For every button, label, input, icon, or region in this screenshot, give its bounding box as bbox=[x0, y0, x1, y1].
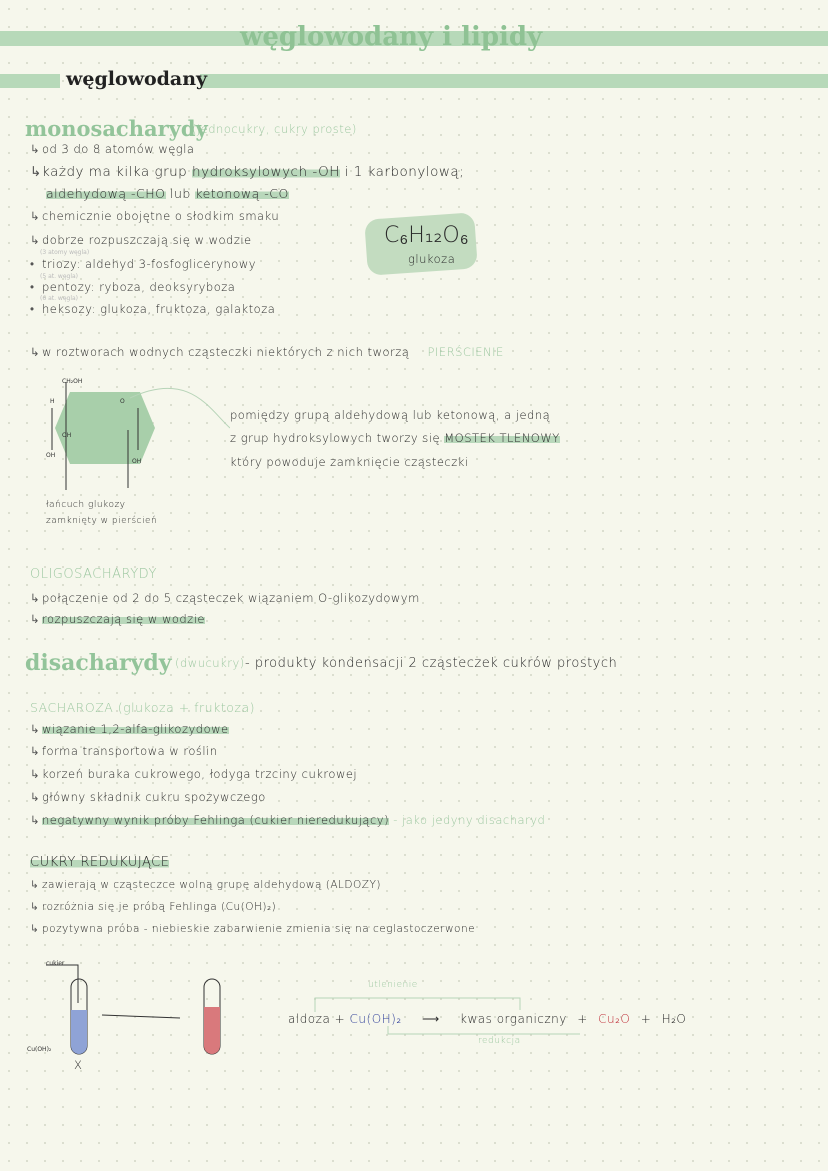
sacharose-heading: SACHAROZA (glukoza + fruktoza) bbox=[30, 700, 255, 715]
oligo-heading: OLIGOSACHARYDY bbox=[30, 567, 157, 582]
sach-line: negatywny wynik próby Fehlinga (cukier nieredukujący) bbox=[42, 813, 390, 827]
di-heading: disacharydy bbox=[25, 650, 172, 676]
mono-heading: monosacharydy bbox=[25, 116, 208, 141]
ring-intro: w roztworach wodnych cząsteczki niektórych z nich tworzą bbox=[42, 345, 410, 359]
mono-line: każdy ma kilka grup bbox=[42, 164, 188, 180]
ring-caption: łańcuch glukozy bbox=[46, 500, 126, 510]
mono-line: heksozy: glukoza, fruktoza, galaktoza bbox=[42, 302, 276, 316]
mono-line: od 3 do 8 atomów węgla bbox=[42, 142, 195, 156]
mono-line: aldehydową -CHO bbox=[46, 186, 166, 201]
ring-label: OH bbox=[62, 432, 72, 439]
ring-label: H bbox=[50, 398, 55, 405]
mono-sub: (jednocukry, cukry proste) bbox=[192, 122, 357, 136]
tube-label: Cu(OH)₂ bbox=[27, 1046, 52, 1053]
note: (3 atomy węgla) bbox=[40, 249, 90, 256]
oxidation-label: utlenienie bbox=[368, 980, 418, 990]
ring-caption: zamknięty w pierścień bbox=[46, 516, 158, 526]
oligo-line: rozpuszczają się w wodzie bbox=[42, 612, 205, 626]
mono-line: dobrze rozpuszczają się w wodzie bbox=[42, 233, 252, 247]
glucose-formula: C₆H₁₂O₆ bbox=[384, 223, 469, 248]
note: (6 at. węgla) bbox=[40, 295, 79, 302]
section-title: węglowodany bbox=[66, 68, 208, 90]
mono-line: ketonową -CO bbox=[195, 186, 289, 201]
ring-label: OH bbox=[132, 458, 142, 465]
ring-label: O bbox=[120, 398, 125, 405]
sach-note: - jako jedyny disacharyd bbox=[393, 813, 546, 827]
glucose-ring-diagram bbox=[30, 370, 230, 500]
reducing-heading: CUKRY REDUKUJĄCE bbox=[30, 855, 170, 870]
ring-desc: pomiędzy grupą aldehydową lub ketonową, a jedną bbox=[230, 408, 551, 422]
reaction-arrow bbox=[102, 1015, 180, 1018]
page-title: węglowodany i lipidy bbox=[240, 22, 543, 52]
di-sub: (dwucukry) bbox=[175, 656, 245, 670]
tube-mark: X bbox=[74, 1058, 83, 1072]
sach-line: główny składnik cukru spożywczego bbox=[42, 790, 266, 804]
reaction-equation: aldoza + Cu(OH)₂ ⟶ kwas organiczny + Cu₂O + H₂O bbox=[288, 1012, 687, 1026]
ring-desc: z grup hydroksylowych tworzy się bbox=[230, 431, 441, 445]
ring-label: CH₂OH bbox=[62, 378, 83, 385]
blue-solution bbox=[71, 1010, 87, 1054]
reduction-label: redukcja bbox=[478, 1036, 521, 1046]
fehling-test-diagram bbox=[20, 955, 240, 1065]
mono-line: pentozy: ryboza, deoksyryboza bbox=[42, 280, 236, 294]
reducing-line: rozróżnia się je próbą Fehlinga (Cu(OH)₂) bbox=[42, 901, 277, 913]
ring-desc: który powoduje zamknięcie cząsteczki bbox=[230, 455, 469, 469]
mono-line: chemicznie obojętne o słodkim smaku bbox=[42, 209, 280, 223]
di-desc: - produkty kondensacji 2 cząsteczek cukrów prostych bbox=[245, 656, 618, 671]
red-precipitate bbox=[204, 1007, 220, 1054]
mono-line: i 1 karbonylową; bbox=[344, 164, 465, 180]
tube-label: cukier bbox=[46, 960, 65, 967]
ring-word: PIERŚCIENIE bbox=[427, 345, 504, 359]
section-band-right bbox=[200, 74, 828, 88]
formula-name: glukoza bbox=[408, 252, 456, 266]
mono-line: triozy: aldehyd 3-fosfoglicerynowy bbox=[42, 257, 257, 271]
note: (5 at. węgla) bbox=[40, 273, 79, 280]
ring-label: OH bbox=[46, 452, 56, 459]
oxygen-bridge: MOSTEK TLENOWY bbox=[444, 431, 560, 445]
sach-line: forma transportowa w roślin bbox=[42, 744, 218, 758]
sach-line: wiązanie 1,2-alfa-glikozydowe bbox=[42, 722, 229, 736]
mono-line: hydroksylowych -OH bbox=[192, 164, 340, 180]
reducing-line: zawierają w cząsteczce wolną grupę aldehydową (ALDOZY) bbox=[42, 879, 381, 891]
oligo-line: połączenie od 2 do 5 cząsteczek wiązaniem O-glikozydowym bbox=[42, 591, 420, 605]
mono-line: lub bbox=[169, 186, 191, 201]
sugar-arrow bbox=[46, 965, 78, 1003]
sach-line: korzeń buraka cukrowego, łodyga trzciny cukrowej bbox=[42, 767, 358, 781]
section-band-left bbox=[0, 74, 60, 88]
notes-page: węglowodany i lipidy węglowodany monosacharydy (jednocukry, cukry proste) ↳ od 3 do 8 atomów węgla ↳każdy ma kilka grup hydroksylowych -OH i 1 karbonylową; aldehydową -CHO lub ketonową -CO ↳ chemicznie obojętne o słodkim smaku ↳ dobrze rozpuszczają się w wodzie (3 atomy węgla) • triozy: aldehyd 3-fosfoglicerynowy (5 at. węgla) • pentozy: ryboza, deoksyryboza (6 at. węgla) • heksozy: glukoza, fruktoza, galaktoza C₆H₁₂O₆ glukoza ↳ w roztworach wodnych cząsteczki niektórych z nich tworzą PIERŚCIENIE CH₂OH H OH OH O OH pomiędzy grupą aldehydową lub ketonową, a jedną z grup hydroksylowych tworzy się MOSTEK TLENOWY który powoduje zamknięcie cząsteczki łańcuch glukozy zamknięty w pierścień OLIGOSACHARYDY ↳ połączenie od 2 do 5 cząsteczek wiązaniem O-glikozydowym ↳ rozpuszczają się w wodzie disacharydy (dwucukry) - produkty kondensacji 2 cząsteczek cukrów prostych SACHAROZA (glukoza + fruktoza) ↳ wiązanie 1,2-alfa-glikozydowe ↳ forma transportowa w roślin ↳ korzeń buraka cukrowego, łodyga trzciny cukrowej ↳ główny składnik cukru spożywczego ↳ negatywny wynik próby Fehlinga (cukier nieredukujący) - jako jedyny disacharyd CUKRY REDUKUJĄCE ↳ zawierają w cząsteczce wolną grupę aldehydową (ALDOZY) ↳ rozróżnia się je próbą Fehlinga (Cu(OH)₂) ↳ pozytywna próba - niebieskie zabarwienie zmienia się na ceglastoczerwone cukier Cu(OH)₂ X utlenienie redukcja aldoza + Cu(OH)₂ ⟶ kwas organiczny + Cu₂O + H₂O bbox=[0, 0, 828, 1171]
ring-shape bbox=[55, 392, 155, 464]
reducing-line: pozytywna próba - niebieskie zabarwienie zmienia się na ceglastoczerwone bbox=[42, 923, 476, 935]
